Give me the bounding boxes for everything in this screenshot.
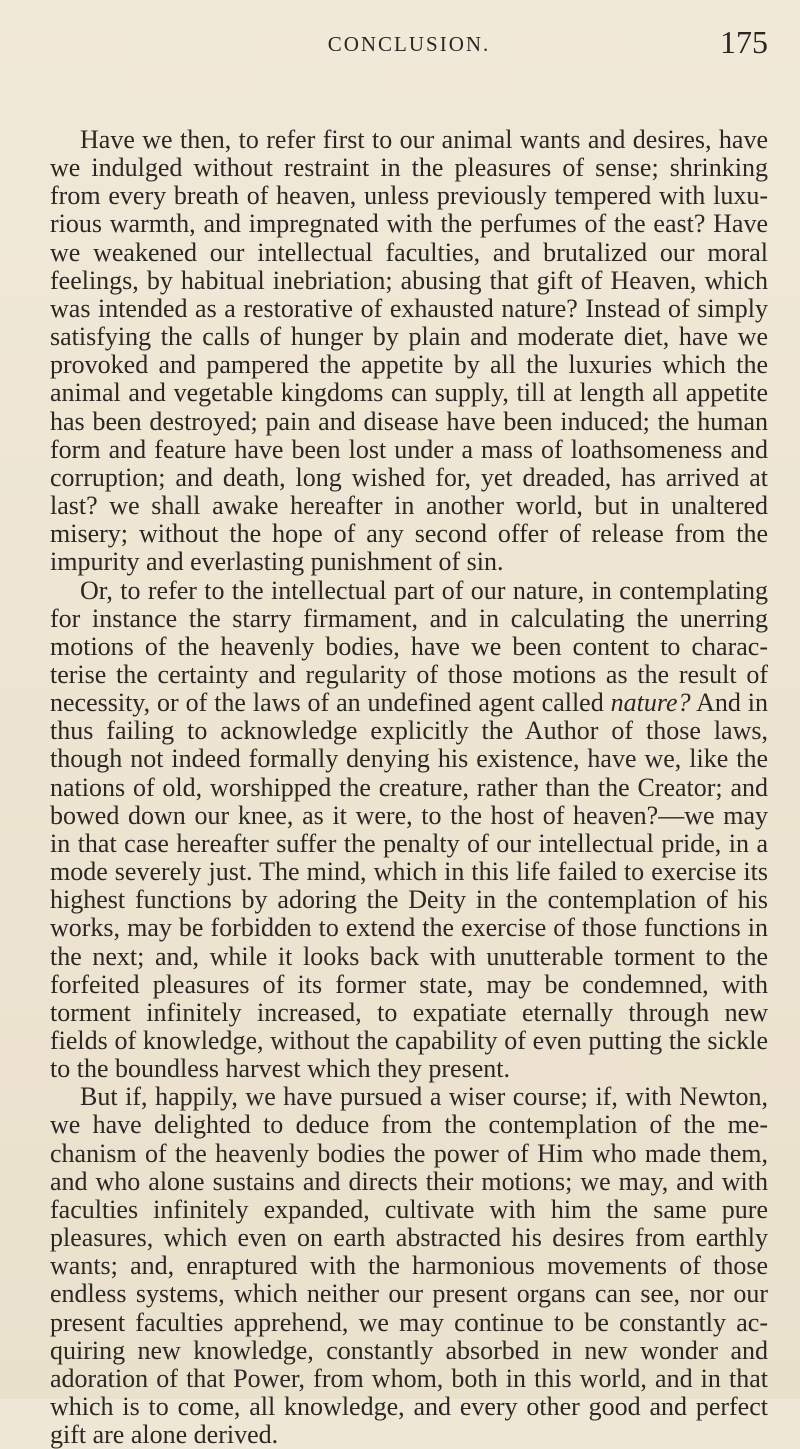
paragraph-1 (50, 126, 768, 577)
body-text (50, 126, 768, 1449)
page-number: 175 (720, 24, 768, 60)
paragraph-2-text-b: And in thus failing to acknowledge explicitly the Author of those laws, though not indeed formally denying his existence, have we, like the nations of old, worshipped the creature, rather than the Creator; and bowed down our knee, as it were, to the host of heaven?—we may in that case hereafter suffer the penalty of our intellectual pride, in a mode severely just. The mind, which in this life failed to exercise its highest functions by adoring the Deity in the contemplation of his works, may be forbidden to extend the exercise of those functions in the next; and, while it looks back with unutterable torment to the forfeited pleasures of its former state, may be condemned, with torment infinitely increased, to expatiate eternally through new fields of knowledge, without the capability of even putting the sickle to the boundless harvest which they present. (50, 688, 768, 1084)
paragraph-3 (50, 1083, 768, 1449)
running-head: CONCLUSION. (327, 32, 491, 56)
page-header (50, 20, 768, 60)
paragraph-2-text-a: Or, to refer to the intellectual part of our nature, in contemplating for instance the starry firmament, and in calculating the unerring motions of the heavenly bodies, have we been content to characterise the certainty and regularity of those motions as the result of necessity, or of the laws of an undefined agent called (50, 575, 768, 718)
paragraph-2-italic-nature: nature? (610, 688, 691, 718)
paragraph-2 (50, 577, 768, 1084)
paragraph-1-text: Have we then, to refer first to our animal wants and desires, have we indulged without restraint in the pleasures of sense; shrinking from every breath of heaven, unless previously tempered with luxurious warmth, and impregnated with the perfumes of the east? Have we weakened our intellectual faculties, and brutalized our moral feelings, by habitual inebriation; abusing that gift of Heaven, which was intended as a restorative of exhausted nature? Instead of simply satisfying the calls of hunger by plain and moderate diet, have we provoked and pampered the appetite by all the luxuries which the animal and vegetable kingdoms can supply, till at length all appetite has been destroyed; pain and disease have been induced; the human form and feature have been lost under a mass of loathsomeness and corruption; and death, long wished for, yet dreaded, has arrived at last? we shall awake hereafter in another world, but in unaltered misery; without the hope of any second offer of release from the impurity and everlasting punishment of sin. (50, 125, 768, 577)
paragraph-3-text: But if, happily, we have pursued a wiser course; if, with Newton, we have delighted to deduce from the contemplation of the mechanism of the heavenly bodies the power of Him who made them, and who alone sustains and directs their motions; we may, and with faculties infinitely expanded, cultivate with him the same pure pleasures, which even on earth abstracted his desires from earthly wants; and, enraptured with the harmonious movements of those endless systems, which neither our present organs can see, nor our present faculties apprehend, we may continue to be constantly acquiring new knowledge, constantly absorbed in new wonder and adoration of that Power, from whom, both in this world, and in that which is to come, all knowledge, and every other good and perfect gift are alone derived. (50, 1082, 768, 1449)
